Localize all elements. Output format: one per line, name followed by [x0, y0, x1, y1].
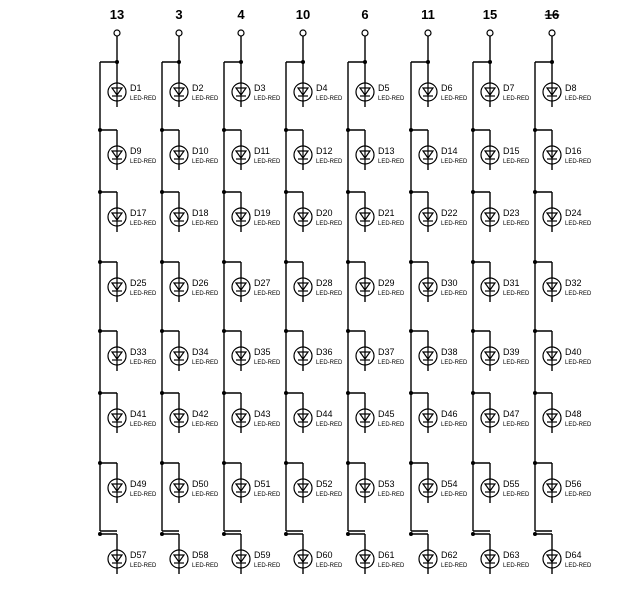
led-value: LED-RED — [441, 291, 468, 297]
junction-dot — [222, 532, 226, 536]
led-designator: D22 — [441, 208, 458, 218]
pin-connector-icon — [362, 30, 368, 36]
led-designator: D54 — [441, 479, 458, 489]
junction-dot — [284, 260, 288, 264]
pin-label-1: 13 — [109, 7, 125, 22]
led-designator: D28 — [316, 278, 333, 288]
led-designator: D58 — [192, 550, 209, 560]
led-value: LED-RED — [503, 422, 530, 428]
led-designator: D57 — [130, 550, 147, 560]
led-designator: D34 — [192, 347, 209, 357]
led-d27 — [232, 278, 281, 297]
led-designator: D5 — [378, 83, 390, 93]
led-d60 — [294, 550, 343, 569]
led-value: LED-RED — [441, 96, 468, 102]
led-designator: D13 — [378, 146, 395, 156]
led-value: LED-RED — [378, 291, 405, 297]
led-designator: D31 — [503, 278, 520, 288]
led-d12 — [294, 146, 343, 165]
led-d13 — [356, 146, 405, 165]
junction-dot — [222, 190, 226, 194]
junction-dot — [409, 190, 413, 194]
led-d11 — [232, 146, 281, 165]
led-value: LED-RED — [192, 221, 219, 227]
led-grid — [108, 83, 592, 569]
led-designator: D50 — [192, 479, 209, 489]
led-d51 — [232, 479, 281, 498]
led-value: LED-RED — [378, 563, 405, 569]
led-d53 — [356, 479, 405, 498]
led-designator: D52 — [316, 479, 333, 489]
junction-dot — [409, 260, 413, 264]
junction-dot — [284, 532, 288, 536]
junction-dot — [98, 260, 102, 264]
led-designator: D53 — [378, 479, 395, 489]
led-d49 — [108, 479, 157, 498]
led-value: LED-RED — [441, 221, 468, 227]
led-designator: D27 — [254, 278, 271, 288]
junction-dot — [284, 128, 288, 132]
led-d36 — [294, 347, 343, 366]
junction-dot — [98, 329, 102, 333]
junction-dot — [533, 260, 537, 264]
led-value: LED-RED — [130, 492, 157, 498]
junction-dot — [533, 329, 537, 333]
junction-dot — [346, 329, 350, 333]
led-designator: D2 — [192, 83, 204, 93]
led-d3 — [232, 83, 281, 102]
led-d59 — [232, 550, 281, 569]
led-designator: D47 — [503, 409, 520, 419]
led-designator: D9 — [130, 146, 142, 156]
junction-dot — [284, 391, 288, 395]
junction-dot — [160, 260, 164, 264]
led-d10 — [170, 146, 219, 165]
led-value: LED-RED — [316, 221, 343, 227]
pin-connector-icon — [487, 30, 493, 36]
led-designator: D24 — [565, 208, 582, 218]
led-value: LED-RED — [565, 159, 592, 165]
junction-dot — [409, 461, 413, 465]
led-designator: D37 — [378, 347, 395, 357]
led-designator: D4 — [316, 83, 328, 93]
led-d39 — [481, 347, 530, 366]
led-value: LED-RED — [378, 159, 405, 165]
led-d46 — [419, 409, 468, 428]
led-designator: D36 — [316, 347, 333, 357]
junction-dot — [409, 329, 413, 333]
junction-dot — [409, 532, 413, 536]
led-d61 — [356, 550, 405, 569]
led-d54 — [419, 479, 468, 498]
led-value: LED-RED — [316, 492, 343, 498]
led-d18 — [170, 208, 219, 227]
led-designator: D33 — [130, 347, 147, 357]
led-designator: D46 — [441, 409, 458, 419]
led-value: LED-RED — [254, 492, 281, 498]
led-value: LED-RED — [503, 221, 530, 227]
led-designator: D8 — [565, 83, 577, 93]
led-value: LED-RED — [316, 159, 343, 165]
led-value: LED-RED — [378, 360, 405, 366]
led-value: LED-RED — [130, 159, 157, 165]
led-d28 — [294, 278, 343, 297]
led-designator: D59 — [254, 550, 271, 560]
led-value: LED-RED — [378, 96, 405, 102]
led-d21 — [356, 208, 405, 227]
led-value: LED-RED — [316, 96, 343, 102]
led-d1 — [108, 83, 157, 102]
led-designator: D14 — [441, 146, 458, 156]
led-d64 — [543, 550, 592, 569]
junction-dot — [160, 190, 164, 194]
junction-dot — [533, 190, 537, 194]
junction-dot — [98, 128, 102, 132]
led-designator: D20 — [316, 208, 333, 218]
led-value: LED-RED — [503, 159, 530, 165]
led-value: LED-RED — [565, 492, 592, 498]
led-d56 — [543, 479, 592, 498]
pin-connector-icon — [425, 30, 431, 36]
junction-dot — [346, 391, 350, 395]
led-d63 — [481, 550, 530, 569]
led-d26 — [170, 278, 219, 297]
led-designator: D49 — [130, 479, 147, 489]
led-value: LED-RED — [565, 221, 592, 227]
led-value: LED-RED — [130, 291, 157, 297]
led-d7 — [481, 83, 530, 102]
pin-connector-icon — [238, 30, 244, 36]
led-designator: D62 — [441, 550, 458, 560]
led-designator: D11 — [254, 146, 270, 156]
led-value: LED-RED — [316, 291, 343, 297]
led-designator: D35 — [254, 347, 271, 357]
led-d37 — [356, 347, 405, 366]
led-designator: D45 — [378, 409, 395, 419]
led-designator: D55 — [503, 479, 520, 489]
led-value: LED-RED — [565, 360, 592, 366]
junction-dot — [471, 532, 475, 536]
junction-dot — [160, 391, 164, 395]
led-value: LED-RED — [254, 422, 281, 428]
pin-label-3: 4 — [237, 7, 245, 22]
led-value: LED-RED — [192, 96, 219, 102]
led-value: LED-RED — [192, 291, 219, 297]
junction-dot — [471, 461, 475, 465]
led-d23 — [481, 208, 530, 227]
junction-dot — [222, 391, 226, 395]
led-designator: D41 — [130, 409, 147, 419]
led-designator: D61 — [378, 550, 395, 560]
led-designator: D63 — [503, 550, 520, 560]
led-designator: D17 — [130, 208, 147, 218]
junction-dot — [409, 391, 413, 395]
led-designator: D64 — [565, 550, 582, 560]
junction-dot — [533, 461, 537, 465]
led-d4 — [294, 83, 343, 102]
led-value: LED-RED — [441, 422, 468, 428]
pin-label-5: 6 — [361, 7, 369, 22]
led-designator: D26 — [192, 278, 209, 288]
junction-dot — [346, 461, 350, 465]
led-d6 — [419, 83, 468, 102]
junction-dot — [222, 461, 226, 465]
led-value: LED-RED — [503, 96, 530, 102]
pin-label-6: 11 — [421, 7, 435, 22]
led-d55 — [481, 479, 530, 498]
led-value: LED-RED — [254, 159, 281, 165]
junction-dot — [222, 329, 226, 333]
led-value: LED-RED — [565, 422, 592, 428]
led-d29 — [356, 278, 405, 297]
pin-connector-icon — [176, 30, 182, 36]
junction-dot — [160, 329, 164, 333]
junction-dot — [222, 260, 226, 264]
led-d24 — [543, 208, 592, 227]
pin-label-7: 15 — [482, 7, 498, 22]
led-designator: D19 — [254, 208, 271, 218]
led-d8 — [543, 83, 592, 102]
led-designator: D6 — [441, 83, 453, 93]
led-designator: D1 — [130, 83, 142, 93]
led-d42 — [170, 409, 219, 428]
led-value: LED-RED — [503, 563, 530, 569]
led-designator: D32 — [565, 278, 582, 288]
junction-dot — [346, 190, 350, 194]
junction-dot — [160, 461, 164, 465]
junction-dot — [346, 260, 350, 264]
led-designator: D44 — [316, 409, 333, 419]
junction-dot — [160, 128, 164, 132]
pin-label-2: 3 — [175, 7, 183, 22]
led-designator: D7 — [503, 83, 515, 93]
led-value: LED-RED — [441, 563, 468, 569]
junction-dot — [471, 260, 475, 264]
led-d47 — [481, 409, 530, 428]
led-d15 — [481, 146, 530, 165]
led-d30 — [419, 278, 468, 297]
led-d43 — [232, 409, 281, 428]
led-designator: D60 — [316, 550, 333, 560]
junction-dot — [533, 532, 537, 536]
led-value: LED-RED — [192, 360, 219, 366]
junction-dot — [346, 532, 350, 536]
junction-dot — [533, 391, 537, 395]
led-value: LED-RED — [503, 492, 530, 498]
led-d34 — [170, 347, 219, 366]
led-designator: D15 — [503, 146, 520, 156]
led-designator: D56 — [565, 479, 582, 489]
led-d14 — [419, 146, 468, 165]
led-d41 — [108, 409, 157, 428]
led-value: LED-RED — [316, 422, 343, 428]
led-d2 — [170, 83, 219, 102]
led-designator: D51 — [254, 479, 271, 489]
led-d25 — [108, 278, 157, 297]
led-value: LED-RED — [503, 291, 530, 297]
led-d9 — [108, 146, 157, 165]
junction-dot — [471, 391, 475, 395]
junction-dot — [409, 128, 413, 132]
led-value: LED-RED — [192, 159, 219, 165]
junction-dot — [222, 128, 226, 132]
pin-connector-icon — [300, 30, 306, 36]
led-value: LED-RED — [565, 96, 592, 102]
led-d58 — [170, 550, 219, 569]
led-d50 — [170, 479, 219, 498]
led-designator: D18 — [192, 208, 209, 218]
led-designator: D29 — [378, 278, 395, 288]
led-value: LED-RED — [192, 422, 219, 428]
pin-label-4: 10 — [295, 7, 311, 22]
led-d40 — [543, 347, 592, 366]
led-value: LED-RED — [378, 221, 405, 227]
pin-label-8: 16 — [544, 7, 560, 22]
led-designator: D10 — [192, 146, 209, 156]
junction-dot — [98, 532, 102, 536]
led-d20 — [294, 208, 343, 227]
led-value: LED-RED — [130, 422, 157, 428]
led-value: LED-RED — [254, 221, 281, 227]
pin-connector-icon — [549, 30, 555, 36]
led-designator: D30 — [441, 278, 458, 288]
led-d32 — [543, 278, 592, 297]
led-d35 — [232, 347, 281, 366]
led-value: LED-RED — [254, 291, 281, 297]
junction-dot — [471, 190, 475, 194]
led-d17 — [108, 208, 157, 227]
led-designator: D40 — [565, 347, 582, 357]
led-d62 — [419, 550, 468, 569]
led-value: LED-RED — [441, 159, 468, 165]
led-value: LED-RED — [130, 563, 157, 569]
led-designator: D23 — [503, 208, 520, 218]
led-d16 — [543, 146, 592, 165]
led-d33 — [108, 347, 157, 366]
led-value: LED-RED — [130, 96, 157, 102]
junction-dot — [98, 190, 102, 194]
led-d57 — [108, 550, 157, 569]
pin-labels — [110, 7, 559, 22]
led-designator: D3 — [254, 83, 266, 93]
led-d22 — [419, 208, 468, 227]
led-value: LED-RED — [316, 360, 343, 366]
led-designator: D21 — [378, 208, 395, 218]
junction-dot — [471, 329, 475, 333]
led-d48 — [543, 409, 592, 428]
led-designator: D38 — [441, 347, 458, 357]
junction-dot — [98, 391, 102, 395]
led-value: LED-RED — [441, 360, 468, 366]
led-value: LED-RED — [378, 492, 405, 498]
led-value: LED-RED — [254, 563, 281, 569]
junction-dot — [160, 532, 164, 536]
led-value: LED-RED — [565, 563, 592, 569]
junction-dot — [284, 190, 288, 194]
led-value: LED-RED — [254, 96, 281, 102]
junction-dot — [533, 128, 537, 132]
junction-dot — [284, 461, 288, 465]
led-designator: D42 — [192, 409, 209, 419]
led-value: LED-RED — [192, 492, 219, 498]
junction-dot — [284, 329, 288, 333]
led-designator: D25 — [130, 278, 147, 288]
led-value: LED-RED — [378, 422, 405, 428]
led-value: LED-RED — [441, 492, 468, 498]
led-d52 — [294, 479, 343, 498]
led-value: LED-RED — [254, 360, 281, 366]
led-d45 — [356, 409, 405, 428]
led-designator: D12 — [316, 146, 333, 156]
pin-connector-icon — [114, 30, 120, 36]
led-designator: D16 — [565, 146, 582, 156]
led-d38 — [419, 347, 468, 366]
led-value: LED-RED — [503, 360, 530, 366]
junction-dot — [471, 128, 475, 132]
led-designator: D39 — [503, 347, 520, 357]
led-designator: D43 — [254, 409, 271, 419]
led-value: LED-RED — [316, 563, 343, 569]
led-value: LED-RED — [130, 360, 157, 366]
led-value: LED-RED — [130, 221, 157, 227]
led-d19 — [232, 208, 281, 227]
led-d44 — [294, 409, 343, 428]
junction-dot — [346, 128, 350, 132]
junction-dot — [98, 461, 102, 465]
led-value: LED-RED — [192, 563, 219, 569]
led-d31 — [481, 278, 530, 297]
led-designator: D48 — [565, 409, 582, 419]
led-value: LED-RED — [565, 291, 592, 297]
led-d5 — [356, 83, 405, 102]
